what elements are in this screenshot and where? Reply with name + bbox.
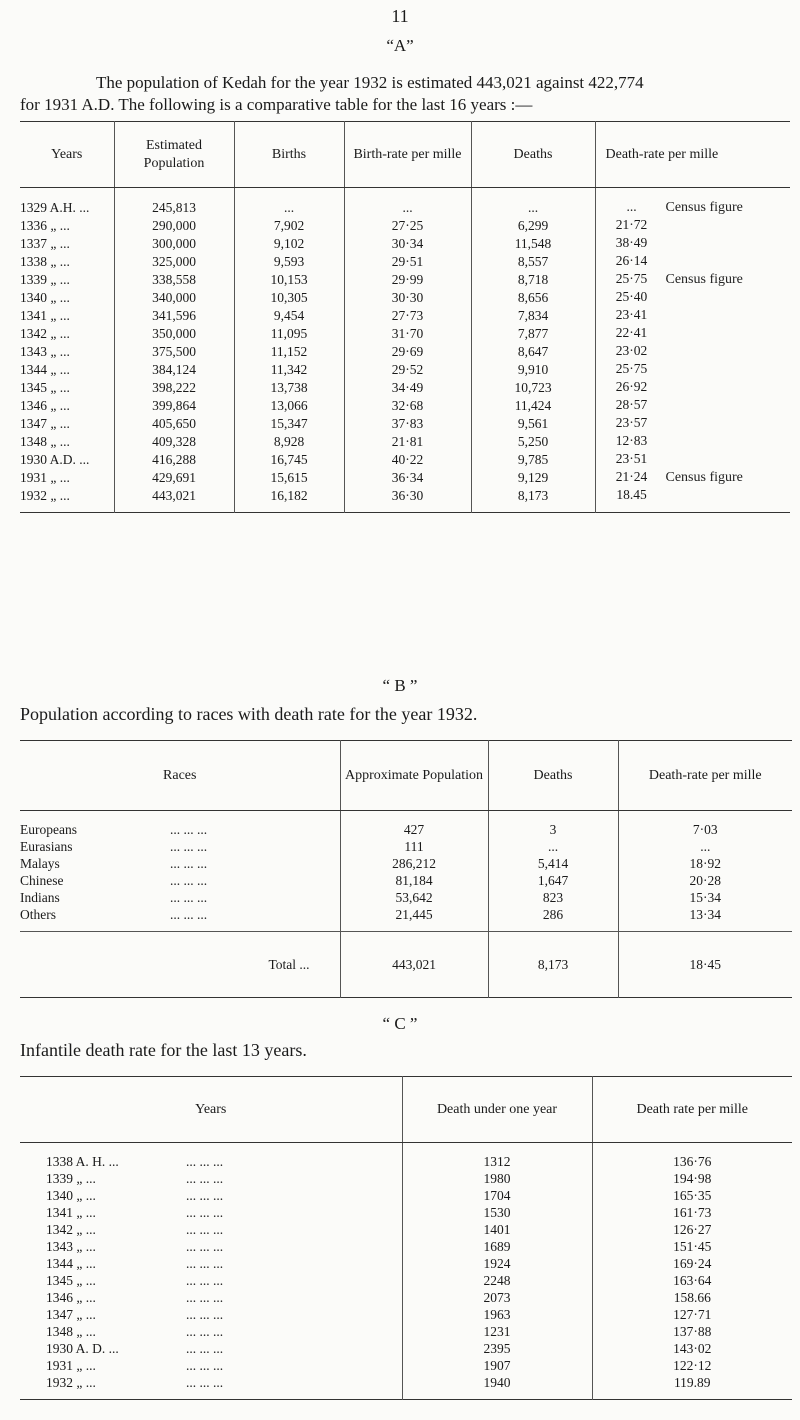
deaths-cell: 8,647 <box>471 342 595 360</box>
year-cell <box>20 1340 402 1357</box>
birth-rate-cell: 31·70 <box>344 324 471 342</box>
death-rate-cell: 119.89 <box>673 1375 711 1390</box>
deaths-cell: ... <box>488 838 618 855</box>
death-rate-value: 12·83 <box>615 433 648 448</box>
birth-rate-cell: 27·25 <box>344 216 471 234</box>
births-cell: 15,347 <box>234 414 344 432</box>
deaths-cell: 8,718 <box>471 270 595 288</box>
births-cell: 9,102 <box>234 234 344 252</box>
death-rate-cell: 15·34 <box>689 890 721 905</box>
population-cell: 398,222 <box>114 378 234 396</box>
death-rate-value: 23·02 <box>615 343 648 358</box>
deaths-cell: 8,173 <box>471 486 595 513</box>
death-rate-cell: 126·27 <box>673 1222 712 1237</box>
deaths-cell: 7,877 <box>471 324 595 342</box>
births-cell: 16,745 <box>234 450 344 468</box>
death-rate-cell <box>595 432 790 450</box>
birth-rate-cell: 29·51 <box>344 252 471 270</box>
death-rate-value: ... <box>626 199 637 214</box>
deaths-cell: 11,548 <box>471 234 595 252</box>
births-cell: 16,182 <box>234 486 344 513</box>
table-row <box>20 396 790 414</box>
deaths-cell: 2073 <box>402 1289 592 1306</box>
death-rate-cell <box>595 342 790 360</box>
births-cell: 13,066 <box>234 396 344 414</box>
year-label: 1345 „ ... <box>46 1273 96 1288</box>
year-label: 1346 „ ... <box>46 1290 96 1305</box>
race-cell <box>20 811 340 839</box>
births-cell: 11,095 <box>234 324 344 342</box>
year-label: 1338 A. H. ... <box>46 1154 119 1169</box>
year-cell: 1932 „ ... <box>20 486 114 513</box>
table-row <box>20 1170 792 1187</box>
death-rate-cell: 194·98 <box>673 1171 712 1186</box>
death-rate-value: 21·72 <box>615 217 648 232</box>
table-row <box>20 855 792 872</box>
deaths-cell: 9,910 <box>471 360 595 378</box>
table-row <box>20 1143 792 1171</box>
deaths-cell: 9,129 <box>471 468 595 486</box>
deaths-cell: 11,424 <box>471 396 595 414</box>
table-row <box>20 1221 792 1238</box>
deaths-cell: 5,250 <box>471 432 595 450</box>
total-population: 443,021 <box>340 932 488 998</box>
census-note: Census figure <box>665 272 743 287</box>
population-cell: 290,000 <box>114 216 234 234</box>
race-cell <box>20 889 340 906</box>
total-deaths: 8,173 <box>488 932 618 998</box>
death-rate-value: 28·57 <box>615 397 648 412</box>
deaths-cell: ... <box>471 188 595 217</box>
year-label: 1930 A. D. ... <box>46 1341 119 1356</box>
death-rate-cell <box>595 234 790 252</box>
deaths-cell: 2395 <box>402 1340 592 1357</box>
population-cell: 340,000 <box>114 288 234 306</box>
race-cell <box>20 838 340 855</box>
table-row <box>20 1323 792 1340</box>
death-rate-value: 25·75 <box>615 271 648 286</box>
table-row <box>20 1289 792 1306</box>
leader-dots: ... ... ... <box>170 822 208 837</box>
births-cell: 13,738 <box>234 378 344 396</box>
race-name: Europeans <box>20 822 77 837</box>
year-cell: 1348 „ ... <box>20 432 114 450</box>
death-rate-cell <box>595 378 790 396</box>
table-row <box>20 450 790 468</box>
death-rate-cell: 165·35 <box>673 1188 712 1203</box>
year-label: 1932 „ ... <box>46 1375 96 1390</box>
infantile-table <box>20 1076 792 1400</box>
leader-dots: ... ... ... <box>186 1375 224 1390</box>
death-rate-cell <box>595 450 790 468</box>
leader-dots: ... ... ... <box>186 1222 224 1237</box>
population-cell: 111 <box>340 838 488 855</box>
deaths-cell: 1312 <box>402 1143 592 1171</box>
year-cell <box>20 1170 402 1187</box>
col-header-death-rate: Death rate per mille <box>592 1077 792 1143</box>
death-rate-value: 23·57 <box>615 415 648 430</box>
death-rate-cell: 18·92 <box>689 856 721 871</box>
year-cell <box>20 1357 402 1374</box>
deaths-cell: 1401 <box>402 1221 592 1238</box>
year-label: 1347 „ ... <box>46 1307 96 1322</box>
table-row <box>20 270 790 288</box>
deaths-cell: 8,557 <box>471 252 595 270</box>
table-row <box>20 1272 792 1289</box>
year-label: 1348 „ ... <box>46 1324 96 1339</box>
table-row <box>20 252 790 270</box>
population-cell: 409,328 <box>114 432 234 450</box>
death-rate-cell <box>595 188 790 217</box>
death-rate-cell <box>595 360 790 378</box>
births-cell: 9,593 <box>234 252 344 270</box>
population-cell: 350,000 <box>114 324 234 342</box>
population-cell: 375,500 <box>114 342 234 360</box>
section-a-label: “A” <box>386 36 414 55</box>
leader-dots: ... ... ... <box>170 890 208 905</box>
year-cell: 1343 „ ... <box>20 342 114 360</box>
census-note: Census figure <box>665 200 743 215</box>
death-rate-cell: 143·02 <box>673 1341 712 1356</box>
birth-rate-cell: 36·34 <box>344 468 471 486</box>
leader-dots: ... ... ... <box>186 1307 224 1322</box>
births-cell: 9,454 <box>234 306 344 324</box>
death-rate-cell <box>595 468 790 486</box>
leader-dots: ... ... ... <box>170 873 208 888</box>
births-cell: 7,902 <box>234 216 344 234</box>
table-row <box>20 378 790 396</box>
year-cell: 1337 „ ... <box>20 234 114 252</box>
col-header-deaths: Deaths <box>488 741 618 811</box>
death-rate-cell <box>595 396 790 414</box>
death-rate-value: 22·41 <box>615 325 648 340</box>
leader-dots: ... ... ... <box>186 1171 224 1186</box>
birth-rate-cell: 21·81 <box>344 432 471 450</box>
population-cell: 325,000 <box>114 252 234 270</box>
table-row <box>20 342 790 360</box>
table-row <box>20 288 790 306</box>
birth-rate-cell: 29·52 <box>344 360 471 378</box>
race-name: Eurasians <box>20 839 73 854</box>
deaths-cell: 6,299 <box>471 216 595 234</box>
section-a-intro-line2: for 1931 A.D. The following is a comparative table for the last 16 years :— <box>20 95 533 114</box>
birth-rate-cell: 34·49 <box>344 378 471 396</box>
deaths-cell: 823 <box>488 889 618 906</box>
deaths-cell: 9,561 <box>471 414 595 432</box>
death-rate-cell: 7·03 <box>692 822 718 837</box>
deaths-cell: 7,834 <box>471 306 595 324</box>
population-cell: 429,691 <box>114 468 234 486</box>
table-row <box>20 188 790 217</box>
birth-rate-cell: 29·99 <box>344 270 471 288</box>
death-rate-cell <box>595 216 790 234</box>
year-cell <box>20 1221 402 1238</box>
leader-dots: ... ... ... <box>186 1290 224 1305</box>
year-cell: 1931 „ ... <box>20 468 114 486</box>
death-rate-value: 25·40 <box>615 289 648 304</box>
deaths-cell: 9,785 <box>471 450 595 468</box>
table-row <box>20 811 792 839</box>
table-row <box>20 216 790 234</box>
leader-dots: ... ... ... <box>186 1256 224 1271</box>
table-row <box>20 1340 792 1357</box>
col-header-death-rate: Death-rate per mille <box>595 122 790 188</box>
year-cell: 1341 „ ... <box>20 306 114 324</box>
death-rate-value: 18.45 <box>616 487 647 502</box>
deaths-cell: 1704 <box>402 1187 592 1204</box>
table-row <box>20 889 792 906</box>
year-cell <box>20 1289 402 1306</box>
birth-rate-cell: 40·22 <box>344 450 471 468</box>
population-cell: 416,288 <box>114 450 234 468</box>
race-cell <box>20 906 340 932</box>
death-rate-value: 25·75 <box>615 361 648 376</box>
section-a-intro-line1: The population of Kedah for the year 1932 is estimated 443,021 against 422,774 <box>96 73 644 92</box>
births-cell: 15,615 <box>234 468 344 486</box>
population-cell: 300,000 <box>114 234 234 252</box>
leader-dots: ... ... ... <box>186 1205 224 1220</box>
death-rate-cell: 20·28 <box>689 873 721 888</box>
total-death-rate: 18·45 <box>689 957 721 972</box>
deaths-cell: 1,647 <box>488 872 618 889</box>
population-cell: 384,124 <box>114 360 234 378</box>
death-rate-cell: 13·34 <box>689 907 721 922</box>
leader-dots: ... ... ... <box>186 1154 224 1169</box>
death-rate-cell: 158.66 <box>673 1290 711 1305</box>
leader-dots: ... ... ... <box>170 907 208 922</box>
year-label: 1341 „ ... <box>46 1205 96 1220</box>
table-row <box>20 1255 792 1272</box>
table-row <box>20 838 792 855</box>
births-cell: ... <box>234 188 344 217</box>
death-rate-cell <box>595 486 790 513</box>
death-rate-cell: 151·45 <box>673 1239 712 1254</box>
births-cell: 10,153 <box>234 270 344 288</box>
year-label: 1339 „ ... <box>46 1171 96 1186</box>
births-cell: 11,152 <box>234 342 344 360</box>
table-row <box>20 306 790 324</box>
death-rate-cell <box>595 414 790 432</box>
col-header-races: Races <box>20 741 340 811</box>
birth-rate-cell: 29·69 <box>344 342 471 360</box>
year-cell <box>20 1255 402 1272</box>
year-cell <box>20 1187 402 1204</box>
birth-rate-cell: 36·30 <box>344 486 471 513</box>
birth-rate-cell: 32·68 <box>344 396 471 414</box>
leader-dots: ... ... ... <box>186 1188 224 1203</box>
year-cell <box>20 1204 402 1221</box>
population-cell: 443,021 <box>114 486 234 513</box>
births-cell: 8,928 <box>234 432 344 450</box>
year-cell: 1344 „ ... <box>20 360 114 378</box>
year-cell: 1930 A.D. ... <box>20 450 114 468</box>
section-c-heading: Infantile death rate for the last 13 years. <box>20 1040 307 1060</box>
year-cell <box>20 1323 402 1340</box>
table-row <box>20 360 790 378</box>
deaths-cell: 1924 <box>402 1255 592 1272</box>
death-rate-value: 38·49 <box>615 235 648 250</box>
death-rate-cell: 136·76 <box>673 1154 712 1169</box>
population-cell: 427 <box>340 811 488 839</box>
birth-rate-cell: ... <box>344 188 471 217</box>
death-rate-cell: 122·12 <box>673 1358 712 1373</box>
year-cell: 1329 A.H. ... <box>20 188 114 217</box>
deaths-cell: 10,723 <box>471 378 595 396</box>
death-rate-cell <box>595 270 790 288</box>
population-cell: 405,650 <box>114 414 234 432</box>
col-header-approximate-population: Approximate Population <box>340 741 488 811</box>
death-rate-cell: 161·73 <box>673 1205 712 1220</box>
table-row <box>20 468 790 486</box>
death-rate-value: 21·24 <box>615 469 648 484</box>
year-cell <box>20 1238 402 1255</box>
total-row <box>20 932 792 998</box>
birth-rate-cell: 30·34 <box>344 234 471 252</box>
race-name: Indians <box>20 890 60 905</box>
year-label: 1342 „ ... <box>46 1222 96 1237</box>
race-name: Malays <box>20 856 60 871</box>
col-header-births: Births <box>234 122 344 188</box>
table-row <box>20 414 790 432</box>
col-header-death-under-one-year: Death under one year <box>402 1077 592 1143</box>
death-rate-cell <box>595 288 790 306</box>
birth-rate-cell: 37·83 <box>344 414 471 432</box>
year-cell: 1339 „ ... <box>20 270 114 288</box>
year-cell <box>20 1143 402 1171</box>
leader-dots: ... ... ... <box>186 1341 224 1356</box>
race-name: Others <box>20 907 56 922</box>
deaths-cell: 1963 <box>402 1306 592 1323</box>
total-label: Total ... <box>20 932 340 998</box>
birth-rate-cell: 27·73 <box>344 306 471 324</box>
leader-dots: ... ... ... <box>186 1239 224 1254</box>
col-header-birth-rate: Birth-rate per mille <box>344 122 471 188</box>
population-cell: 338,558 <box>114 270 234 288</box>
birth-rate-cell: 30·30 <box>344 288 471 306</box>
death-rate-cell: 163·64 <box>673 1273 712 1288</box>
table-row <box>20 1357 792 1374</box>
population-cell: 53,642 <box>340 889 488 906</box>
deaths-cell: 8,656 <box>471 288 595 306</box>
death-rate-cell <box>595 306 790 324</box>
year-label: 1344 „ ... <box>46 1256 96 1271</box>
deaths-cell: 1940 <box>402 1374 592 1400</box>
race-name: Chinese <box>20 873 64 888</box>
year-label: 1931 „ ... <box>46 1358 96 1373</box>
deaths-cell: 2248 <box>402 1272 592 1289</box>
table-row <box>20 1238 792 1255</box>
table-row <box>20 1374 792 1400</box>
race-cell <box>20 855 340 872</box>
year-label: 1343 „ ... <box>46 1239 96 1254</box>
race-cell <box>20 872 340 889</box>
deaths-cell: 1231 <box>402 1323 592 1340</box>
table-row <box>20 1306 792 1323</box>
leader-dots: ... ... ... <box>186 1324 224 1339</box>
leader-dots: ... ... ... <box>186 1273 224 1288</box>
year-cell: 1347 „ ... <box>20 414 114 432</box>
year-cell: 1340 „ ... <box>20 288 114 306</box>
death-rate-cell: ... <box>700 839 711 854</box>
section-a-intro <box>20 72 790 116</box>
death-rate-cell: 127·71 <box>673 1307 712 1322</box>
year-cell: 1338 „ ... <box>20 252 114 270</box>
section-c-label: “ C ” <box>382 1014 418 1033</box>
table-row <box>20 432 790 450</box>
death-rate-value: 26·92 <box>615 379 648 394</box>
leader-dots: ... ... ... <box>170 839 208 854</box>
deaths-cell: 1907 <box>402 1357 592 1374</box>
table-row <box>20 872 792 889</box>
deaths-cell: 5,414 <box>488 855 618 872</box>
col-header-estimated-population: Estimated Population <box>114 122 234 188</box>
table-row <box>20 1187 792 1204</box>
year-label: 1340 „ ... <box>46 1188 96 1203</box>
census-note: Census figure <box>665 470 743 485</box>
year-cell: 1345 „ ... <box>20 378 114 396</box>
death-rate-cell: 169·24 <box>673 1256 712 1271</box>
deaths-cell: 1689 <box>402 1238 592 1255</box>
leader-dots: ... ... ... <box>186 1358 224 1373</box>
page-number: 11 <box>391 6 409 26</box>
population-cell: 81,184 <box>340 872 488 889</box>
death-rate-value: 23·41 <box>615 307 648 322</box>
col-header-years: Years <box>20 1077 402 1143</box>
col-header-deaths: Deaths <box>471 122 595 188</box>
population-cell: 341,596 <box>114 306 234 324</box>
deaths-cell: 1980 <box>402 1170 592 1187</box>
table-row <box>20 324 790 342</box>
births-cell: 10,305 <box>234 288 344 306</box>
death-rate-cell: 137·88 <box>673 1324 712 1339</box>
year-cell: 1336 „ ... <box>20 216 114 234</box>
population-cell: 399,864 <box>114 396 234 414</box>
table-row <box>20 906 792 932</box>
death-rate-value: 23·51 <box>615 451 648 466</box>
table-row <box>20 486 790 513</box>
section-b-heading: Population according to races with death rate for the year 1932. <box>20 704 478 724</box>
col-header-death-rate: Death-rate per mille <box>618 741 792 811</box>
col-header-years: Years <box>20 122 114 188</box>
population-cell: 21,445 <box>340 906 488 932</box>
death-rate-cell <box>595 252 790 270</box>
deaths-cell: 1530 <box>402 1204 592 1221</box>
year-cell <box>20 1306 402 1323</box>
population-cell: 245,813 <box>114 188 234 217</box>
population-cell: 286,212 <box>340 855 488 872</box>
year-cell <box>20 1374 402 1400</box>
table-row <box>20 234 790 252</box>
deaths-cell: 3 <box>488 811 618 839</box>
year-cell: 1346 „ ... <box>20 396 114 414</box>
section-b-label: “ B ” <box>382 676 418 695</box>
death-rate-cell <box>595 324 790 342</box>
races-table <box>20 740 792 998</box>
table-row <box>20 1204 792 1221</box>
deaths-cell: 286 <box>488 906 618 932</box>
year-cell: 1342 „ ... <box>20 324 114 342</box>
death-rate-value: 26·14 <box>615 253 648 268</box>
year-cell <box>20 1272 402 1289</box>
leader-dots: ... ... ... <box>170 856 208 871</box>
births-cell: 11,342 <box>234 360 344 378</box>
population-table <box>20 121 790 513</box>
